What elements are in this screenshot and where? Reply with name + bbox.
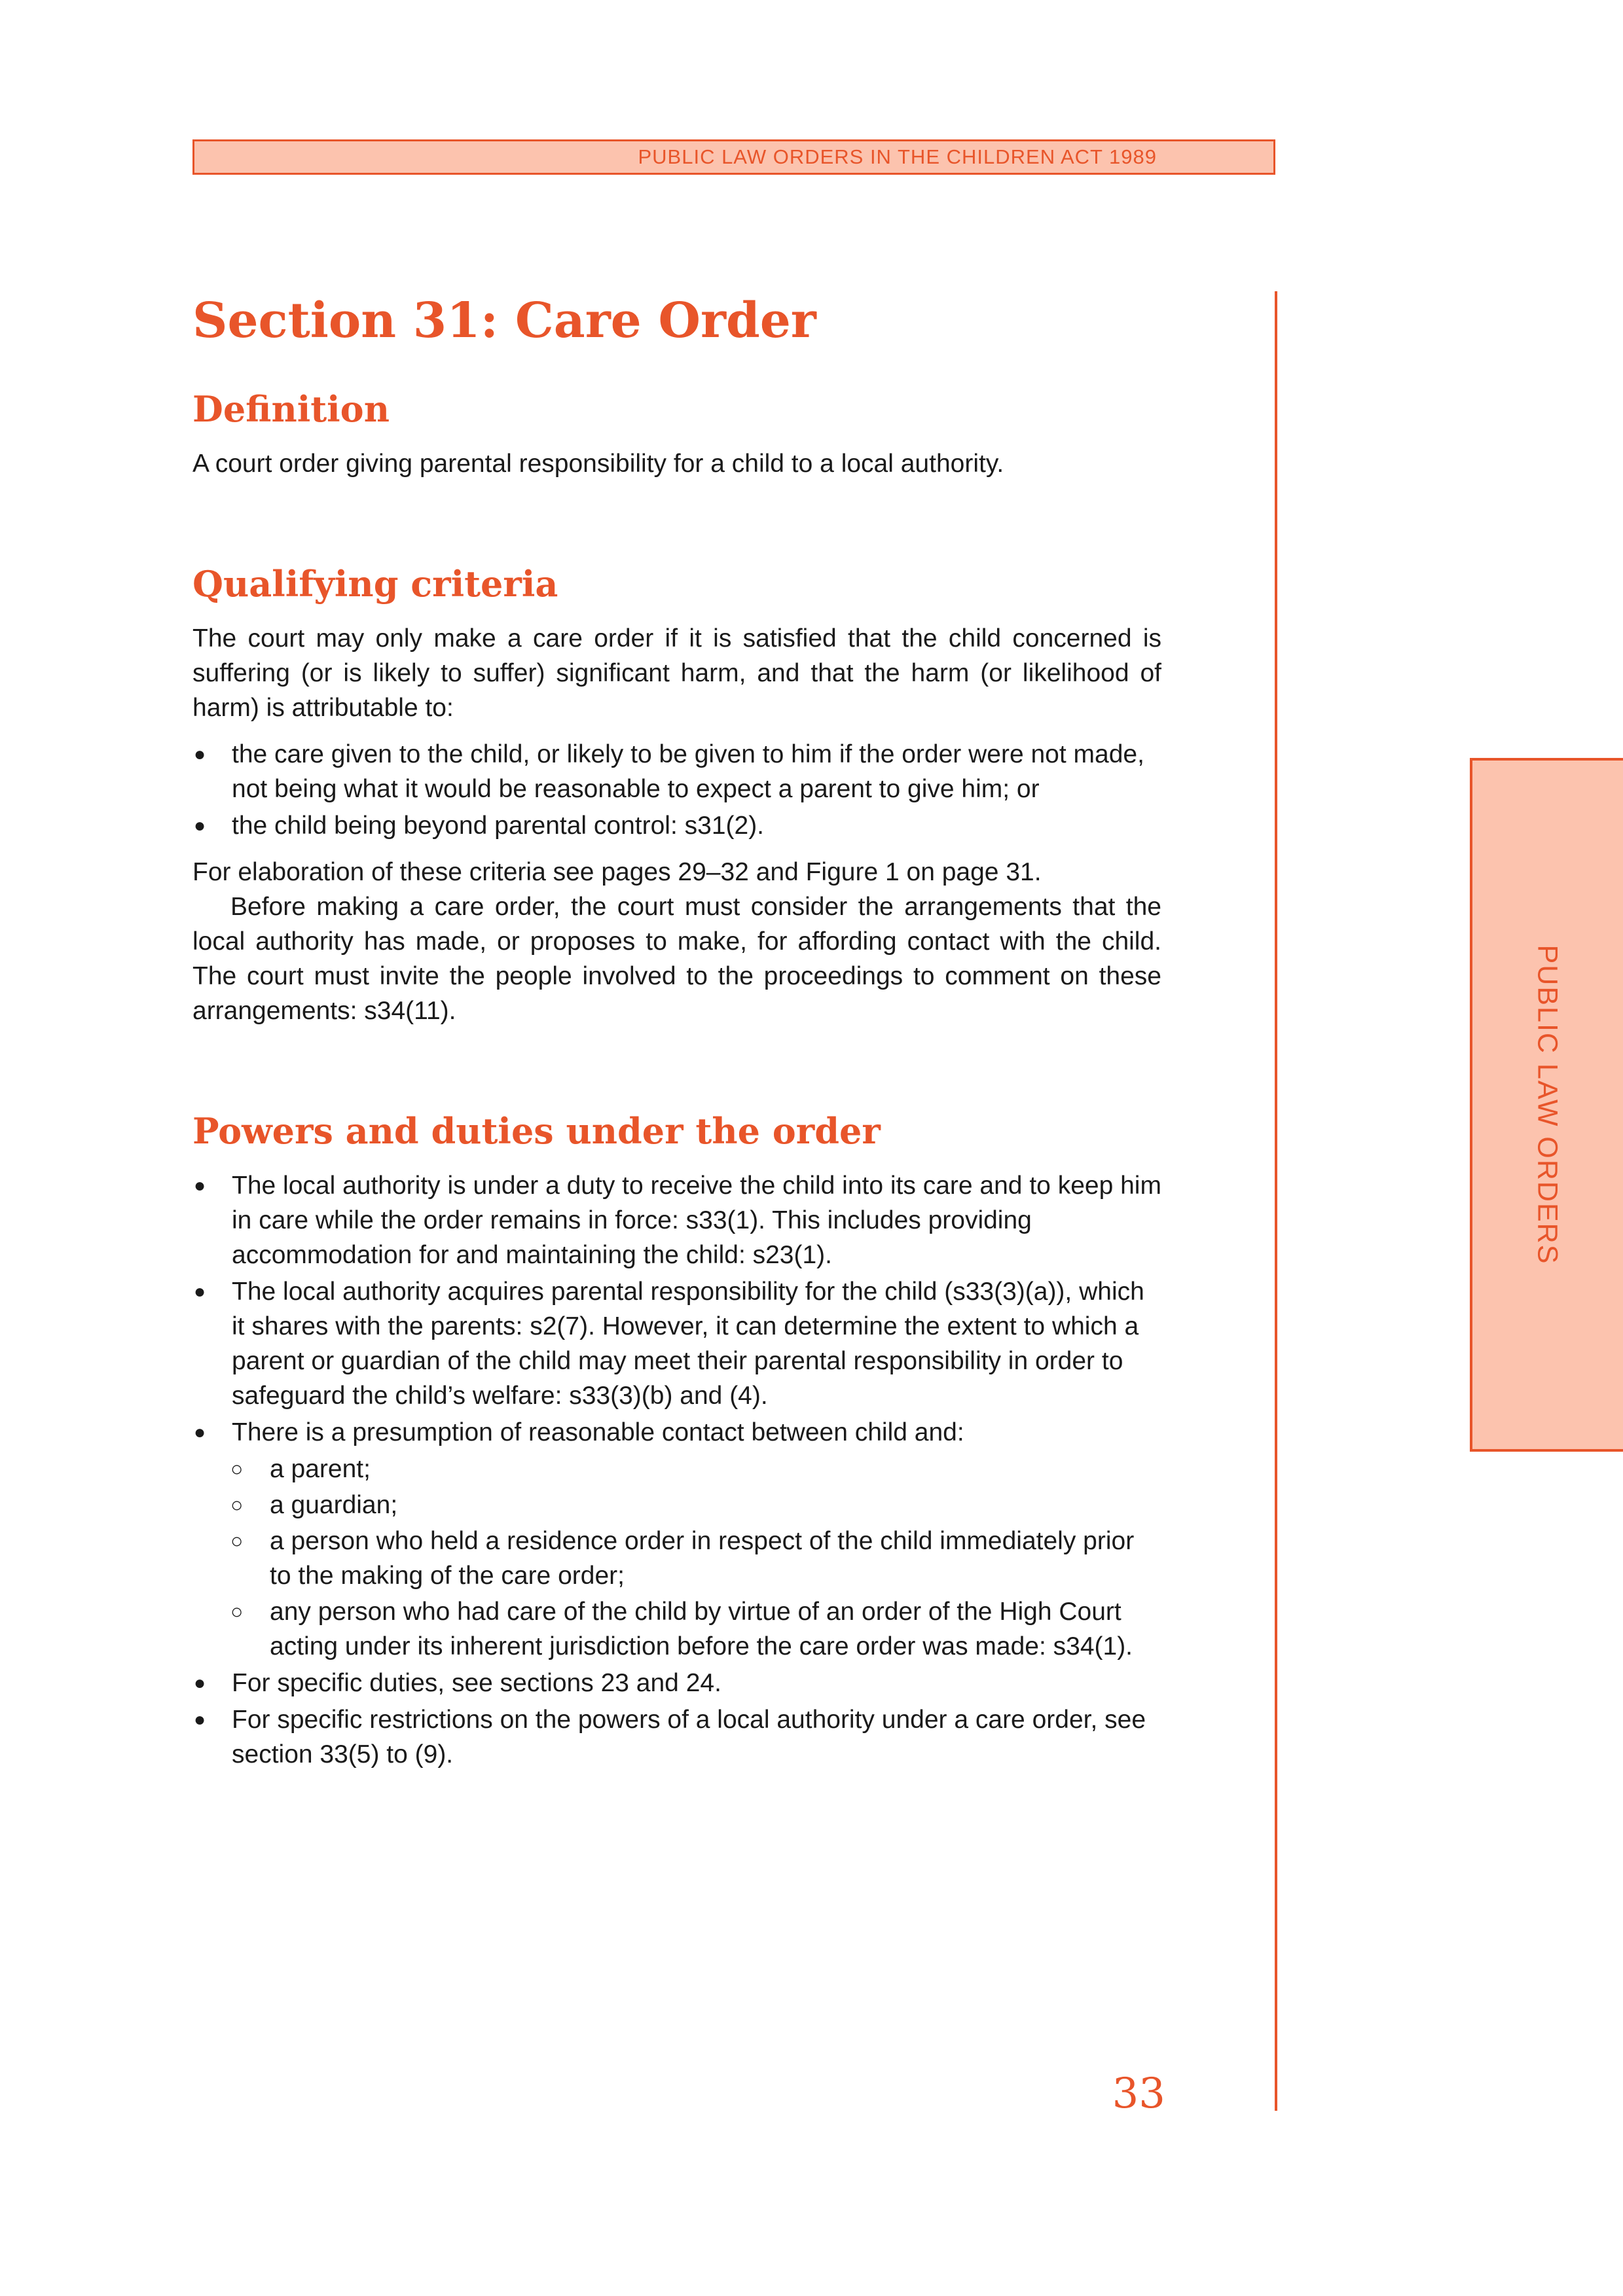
running-header: [192, 139, 1275, 175]
list-item: ● the care given to the child, or likely to be given to him if the order were not made, not being what it would be reasonable to expect a parent to give him; or: [192, 737, 1161, 806]
qualifying-intro: The court may only make a care order if it is satisfied that the child concerned is suffering (or is likely to suffer) significant harm, and that the harm (or likelihood of harm) is attributable to:: [192, 624, 1161, 722]
side-tab-label: PUBLIC LAW ORDERS: [1531, 944, 1563, 1265]
margin-rule: [1275, 291, 1277, 2111]
contact-persons-list: [192, 1452, 1161, 1664]
list-item: ○ any person who had care of the child by virtue of an order of the High Court acting under its inherent jurisdiction before the care order was made: s34(1).: [192, 1594, 1161, 1664]
list-item: ● the child being beyond parental control: s31(2).: [192, 808, 1161, 843]
list-item: ● For specific restrictions on the powers of a local authority under a care order, see section 33(5) to (9).: [192, 1702, 1161, 1772]
list-item: ○ a guardian;: [192, 1488, 1161, 1522]
elaboration-text: For elaboration of these criteria see pages 29–32 and Figure 1 on page 31.: [192, 858, 1042, 886]
main-content: [192, 288, 1161, 1774]
running-header-text: PUBLIC LAW ORDERS IN THE CHILDREN ACT 1989: [638, 145, 1157, 168]
powers-closing-list: [192, 1666, 1161, 1772]
definition-heading: Definition: [192, 388, 390, 430]
list-item: ○ a parent;: [192, 1452, 1161, 1486]
powers-heading: Powers and duties under the order: [192, 1110, 881, 1152]
qualifying-list: [192, 737, 1161, 843]
list-item: ● The local authority is under a duty to receive the child into its care and to keep him in care while the order remains in force: s33(1). This includes providing accommodation for and maintaining the child: s23(1).: [192, 1168, 1161, 1272]
powers-list: [192, 1168, 1161, 1450]
contact-paragraph: Before making a care order, the court must consider the arrangements that the local authority has made, or proposes to make, for affording contact with the child. The court must invite the people involved to the proceedings to comment on these arrangements: s34(11).: [192, 893, 1161, 1025]
list-item: ● The local authority acquires parental responsibility for the child (s33(3)(a)), which it shares with the parents: s2(7). However, it can determine the extent to which a parent or guardian of the child may meet their parental responsibility in order to safeguard the child’s welfare: s33(3)(b) and (4).: [192, 1274, 1161, 1413]
page-title: Section 31: Care Order: [192, 293, 816, 349]
list-item: ○ a person who held a residence order in respect of the child immediately prior to the making of the care order;: [192, 1524, 1161, 1593]
definition-text: A court order giving parental responsibility for a child to a local authority.: [192, 450, 1004, 478]
list-item: ● For specific duties, see sections 23 and 24.: [192, 1666, 1161, 1700]
page-number: 33: [1112, 2070, 1165, 2118]
qualifying-heading: Qualifying criteria: [192, 563, 558, 605]
list-item: ● There is a presumption of reasonable contact between child and:: [192, 1415, 1161, 1450]
